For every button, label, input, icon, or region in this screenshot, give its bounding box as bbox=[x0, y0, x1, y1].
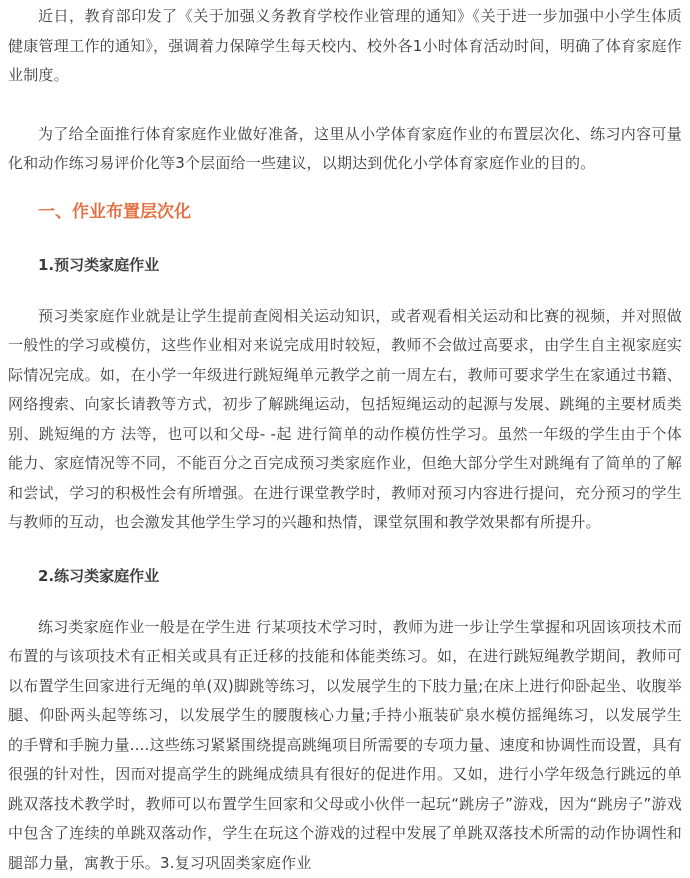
purpose-paragraph: 为了给全面推行体育家庭作业做好准备，这里从小学体育家庭作业的布置层次化、练习内容可量化和动作练习易评价化等3个层面给一些建议，以期达到优化小学体育家庭作业的目的。 bbox=[8, 120, 682, 179]
preview-homework-paragraph: 预习类家庭作业就是让学生提前查阅相关运动知识，或者观看相关运动和比赛的视频，并对照做一般性的学习或模仿，这些作业相对来说完成用时较短，教师不会做过高要求，由学生自主视家庭实际情况完成。如，在小学一年级进行跳短绳单元教学之前一周左右，教师可要求学生在家通过书籍、网络搜索、向家长请教等方式，初步了解跳绳运动，包括短绳运动的起源与发展、跳绳的主要材质类别、跳短绳的方 法等，也可以和父母- -起 进行简单的动作模仿性学习。虽然一年级的学生由于个体能力、家庭情况等不同，不能百分之百完成预习类家庭作业，但绝大部分学生对跳绳有了简单的了解和尝试，学习的积极性会有所增强。在进行课堂教学时，教师对预习内容进行提问，充分预习的学生与教师的互动，也会激发其他学生学习的兴趣和热情，课堂氛围和教学效果都有所提升。 bbox=[8, 302, 682, 538]
practice-homework-paragraph: 练习类家庭作业一般是在学生进 行某项技术学习时，教师为进一步让学生掌握和巩固该项技术而布置的与该项技术有正相关或具有正迁移的技能和体能类练习。如，在进行跳短绳教学期间，教师可以布置学生回家进行无绳的单(双)脚跳等练习，以发展学生的下肢力量;在床上进行仰卧起坐、收腹举腿、仰卧两头起等练习，以发展学生的腰腹核心力量;手持小瓶装矿泉水模仿摇绳练习，以发展学生的手臂和手腕力量....这些练习紧紧围绕提高跳绳项目所需要的专项力量、速度和协调性而设置，具有很强的针对性，因而对提高学生的跳绳成绩具有很好的促进作用。又如，进行小学年级急行跳远的单跳双落技术教学时，教师可以布置学生回家和父母或小伙伴一起玩“跳房子”游戏，因为“跳房子”游戏中包含了连续的单跳双落动作，学生在玩这个游戏的过程中发展了单跳双落技术所需的动作协调性和腿部力量，寓教于乐。3.复习巩固类家庭作业 bbox=[8, 613, 682, 878]
subheading-preview-homework: 1.预习类家庭作业 bbox=[8, 250, 682, 280]
subheading-practice-homework: 2.练习类家庭作业 bbox=[8, 561, 682, 591]
section-heading-layered-assignment: 一、作业布置层次化 bbox=[8, 197, 682, 227]
intro-paragraph: 近日，教育部印发了《关于加强义务教育学校作业管理的通知》《关于进一步加强中小学生体质健康管理工作的通知》，强调着力保障学生每天校内、校外各1小时体育活动时间，明确了体育家庭作业制度。 bbox=[8, 0, 682, 91]
